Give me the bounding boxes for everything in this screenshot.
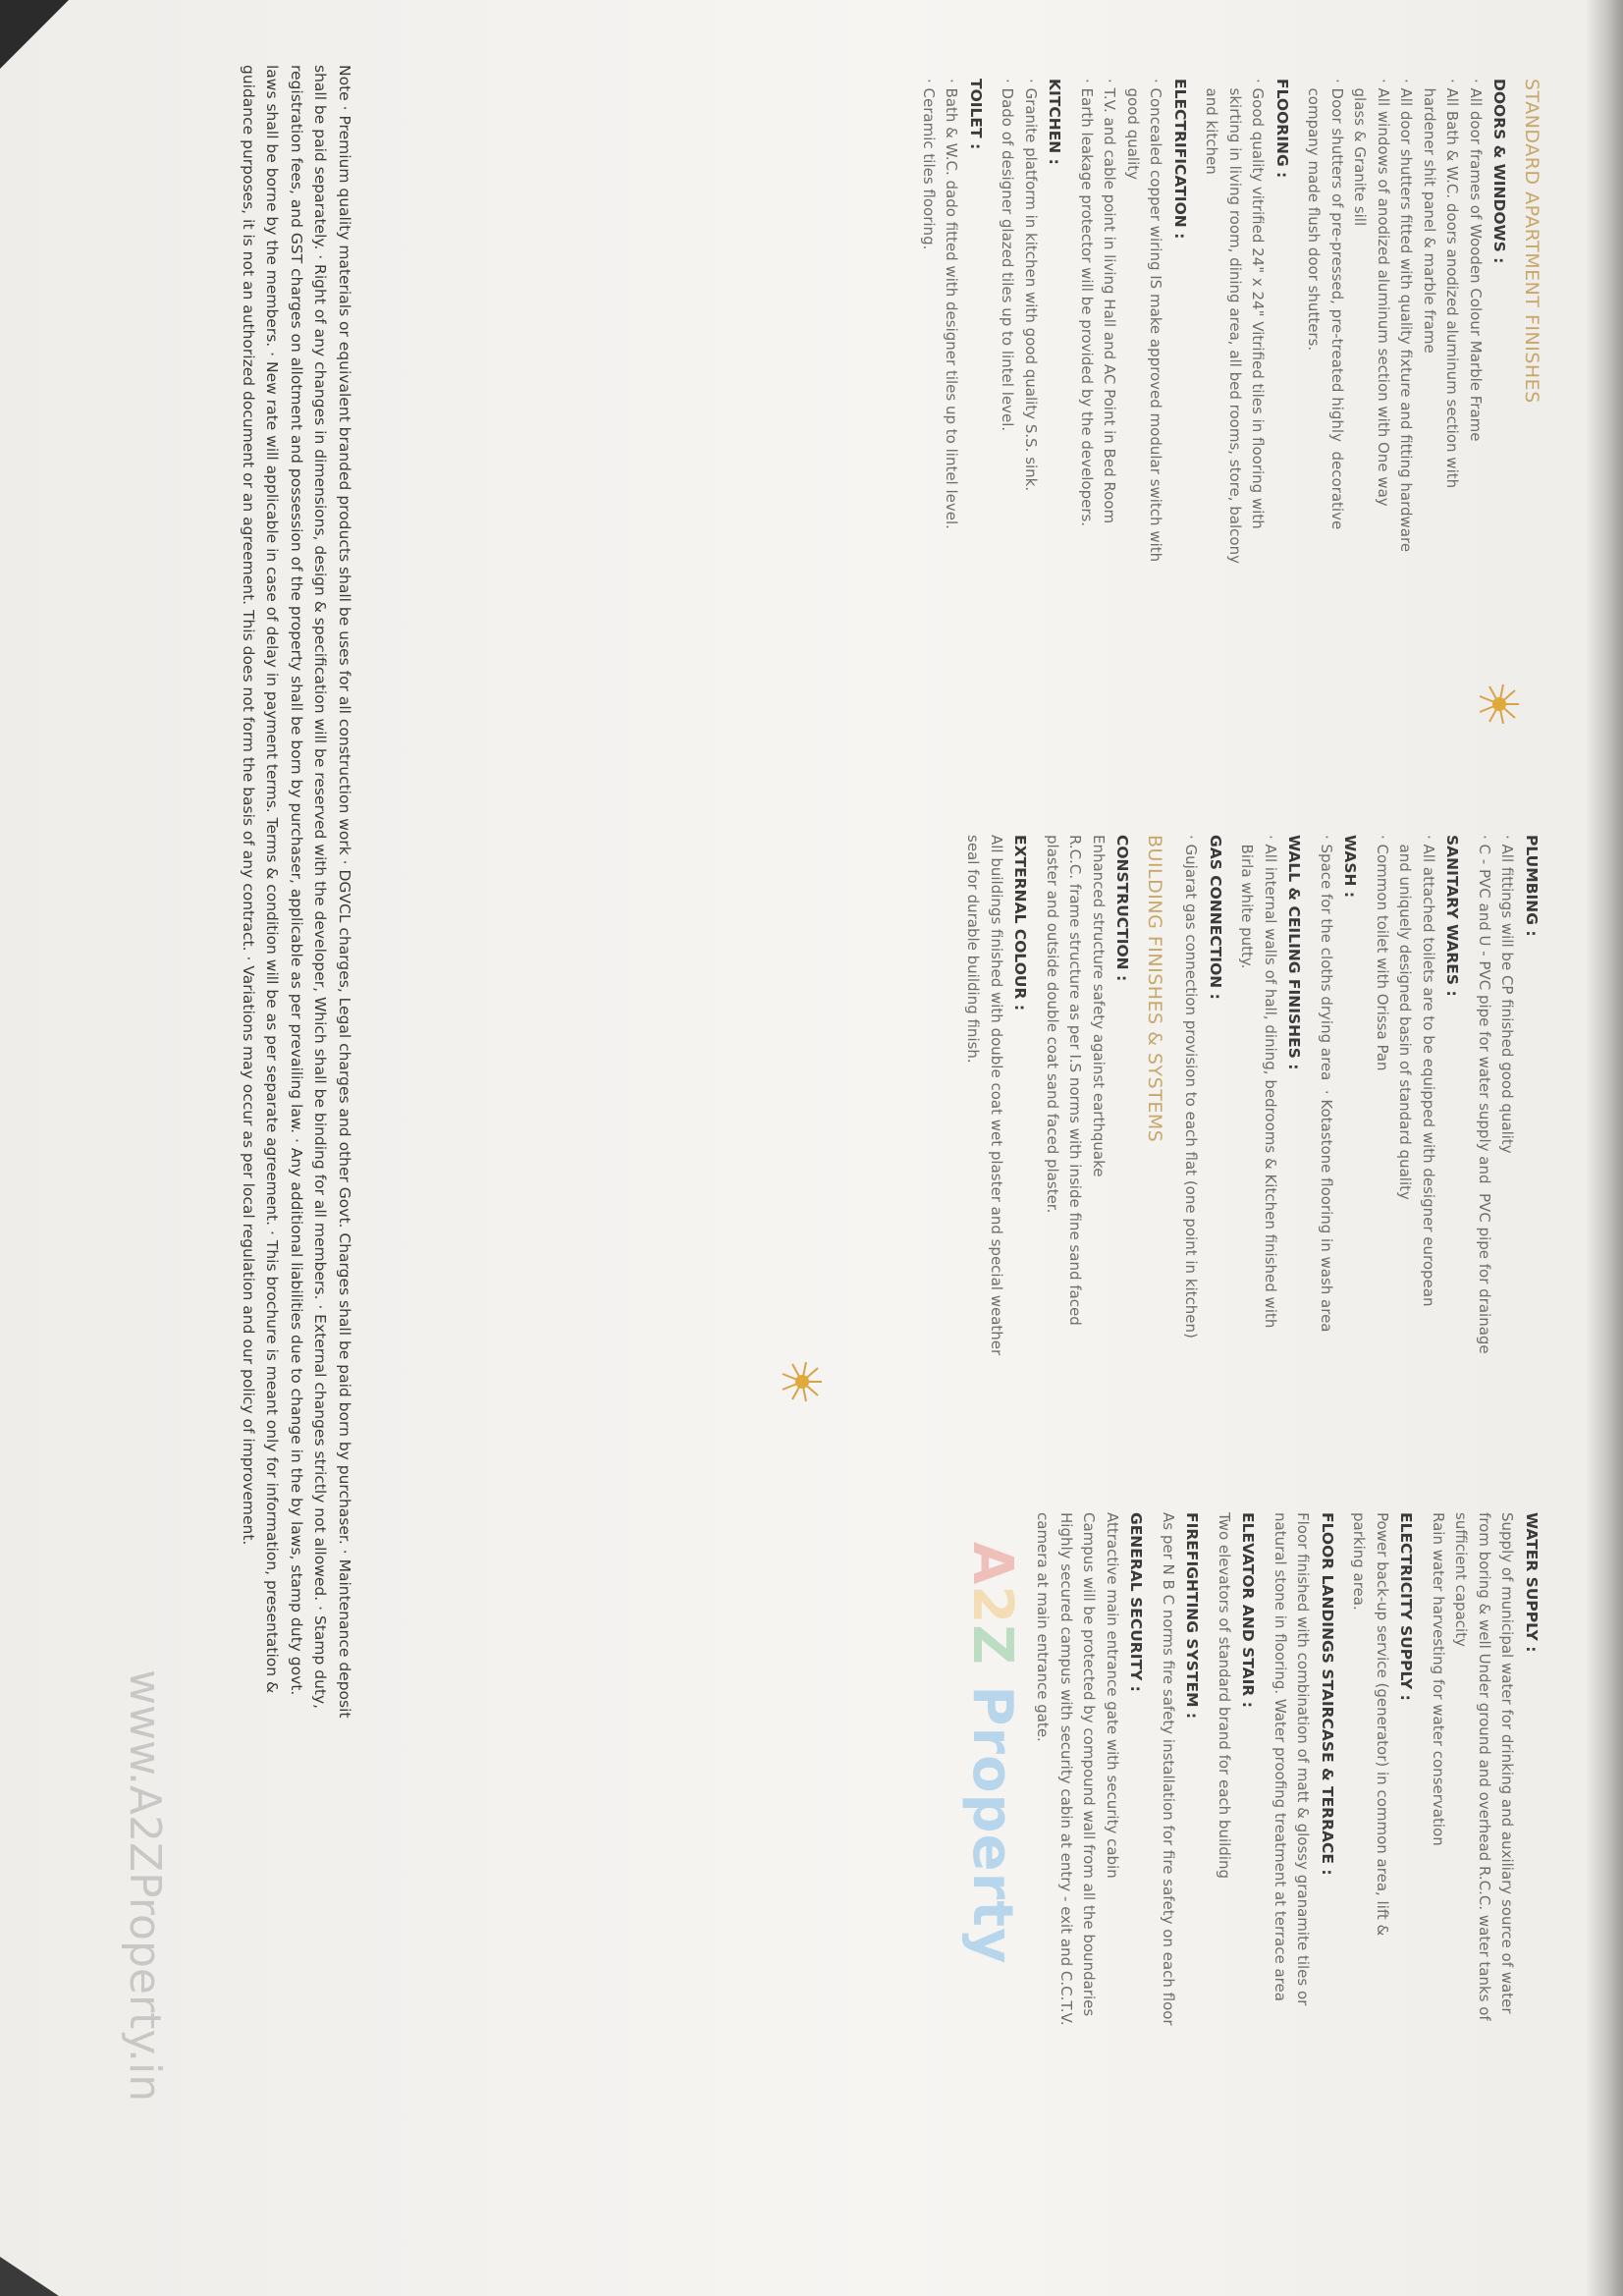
list-item: Enhanced structure safety against earthquake	[1090, 835, 1108, 1177]
external-colour-heading: EXTERNAL COLOUR :	[1011, 835, 1030, 1011]
list-item: Campus will be protected by compound wall from all the boundaries	[1080, 1512, 1099, 2017]
doors-windows-list	[1302, 79, 1487, 864]
elevator-heading: ELEVATOR AND STAIR :	[1239, 1512, 1258, 1708]
sun-emblem-icon	[781, 1360, 824, 1403]
list-item: skirting in living room, dining area, all bed rooms, store, balcony	[1226, 79, 1244, 564]
list-item: and kitchen	[1203, 79, 1221, 175]
list-item: · C - PVC and U - PVC pipe for water supply and PVC pipe for drainage	[1476, 835, 1493, 1354]
electricity-supply-heading: ELECTRICITY SUPPLY :	[1397, 1512, 1416, 1701]
column-standard-finishes	[917, 79, 1543, 864]
sanitary-heading: SANITARY WARES :	[1443, 835, 1462, 997]
firefighting-list	[1157, 1512, 1180, 2219]
list-item: sufficient capacity	[1452, 1512, 1471, 1647]
toilet-heading: TOILET :	[967, 79, 985, 150]
wash-heading: WASH :	[1341, 835, 1360, 899]
list-item: Highly secured campus with security cabin at entry - exit and C.C.T.V.	[1057, 1512, 1075, 2026]
list-item: Attractive main entrance gate with security cabin	[1104, 1512, 1121, 1879]
construction-list	[1041, 835, 1110, 1522]
flooring-heading: FLOORING :	[1273, 79, 1291, 179]
list-item: · Earth leakage protector will be provided by the developers.	[1078, 79, 1096, 527]
list-item: Rain water harvesting for water conservation	[1430, 1512, 1447, 1846]
wash-list	[1315, 835, 1338, 1522]
list-item: natural stone in flooring. Water proofing treatment at terrace area	[1271, 1512, 1289, 2001]
list-item: good quality	[1124, 79, 1142, 181]
gas-connection-heading: GAS CONNECTION :	[1207, 835, 1224, 1000]
note-line: shall be paid separately. · Right of any changes in dimensions, design & specification will be reserved with the developer, Which shall be binding for all members. · External changes strictly not allowed. · Stamp duty,	[311, 65, 330, 1710]
list-item: camera at main entrance gate.	[1034, 1512, 1053, 1742]
note-line: registration fees, and GST charges on allotment and possession of the property shall be born by purchaser, applicable as per prevailing law. · Any additional liabilities due to change in the by laws, stamp duty govt.	[288, 65, 305, 1696]
standard-finishes-title: STANDARD APARTMENT FINISHES	[1521, 79, 1542, 404]
list-item: seal for durable building finish.	[964, 835, 983, 1064]
water-supply-list	[1427, 1512, 1519, 2219]
list-item: · All door frames of Wooden Colour Marble Frame	[1467, 79, 1485, 442]
electricity-supply-list	[1347, 1512, 1393, 2219]
gas-connection-list	[1179, 835, 1203, 1522]
list-item: from boring & well Under ground and overhead R.C.C. water tanks of	[1476, 1512, 1493, 2021]
general-security-list	[1031, 1512, 1123, 2219]
list-item: and uniquely designed basin of standard quality	[1396, 835, 1415, 1200]
list-item: · All door shutters fitted with quality fixture and fitting hardware	[1397, 79, 1416, 553]
list-item: · Gujarat gas connection provision to each flat (one point in kitchen)	[1182, 835, 1201, 1339]
list-item: hardener shit panel & marble frame	[1421, 79, 1438, 354]
firefighting-heading: FIREFIGHTING SYSTEM :	[1183, 1512, 1202, 1720]
list-item: plaster and outside double coat sand faced plaster.	[1044, 835, 1061, 1214]
list-item: · All attached toilets are to be equipped with designer european	[1420, 835, 1437, 1307]
list-item: · Space for the cloths drying area · Kotastone flooring in wash area	[1318, 835, 1335, 1333]
wall-ceiling-heading: WALL & CEILING FINISHES :	[1285, 835, 1304, 1070]
page-edge-shadow	[1586, 0, 1623, 2296]
water-supply-heading: WATER SUPPLY :	[1523, 1512, 1541, 1653]
elevator-list	[1213, 1512, 1236, 2219]
general-security-heading: GENERAL SECURITY :	[1127, 1512, 1146, 1692]
watermark-logo: A2Z Property	[960, 1542, 1024, 1965]
electrification-list	[1075, 79, 1167, 864]
list-item: As per N B C norms fire safety installation for fire safety on each floor	[1160, 1512, 1177, 2026]
list-item: · All internal walls of hall, dining, bedrooms & Kitchen finished with	[1262, 835, 1279, 1329]
list-item: Power back-up service (generator) in common area, lift &	[1374, 1512, 1391, 1937]
list-item: · Good quality vitrified 24" x 24" Vitrified tiles in flooring with	[1249, 79, 1268, 529]
toilet-list	[917, 79, 963, 864]
plumbing-heading: PLUMBING :	[1523, 835, 1541, 937]
column-building-finishes	[961, 835, 1542, 1522]
floor-landings-list	[1269, 1512, 1315, 2219]
building-finishes-title: BUILDING FINISHES & SYSTEMS	[1144, 835, 1165, 1143]
list-item: · All windows of anodized aluminum section with One way	[1375, 79, 1392, 507]
list-item: Floor finished with combination of matt & glossy granamite tiles or	[1294, 1512, 1313, 2006]
watermark-url: www.A2ZProperty.in	[120, 1669, 170, 2103]
list-item: Birla white putty.	[1238, 835, 1257, 969]
list-item: · T.V. and cable point in living Hall and AC Point in Bed Room	[1101, 79, 1119, 524]
note-line: laws shall be borne by the members. · New rate will applicable in case of delay in payment terms. Terms & condition will be as per separate agreement. · This brochure is meant only for information, presentation &	[263, 65, 282, 1694]
floor-landings-heading: FLOOR LANDINGS STAIRCASE & TERRACE :	[1319, 1512, 1336, 1876]
list-item: · Door shutters of pre-pressed, pre-treated highly decorative	[1328, 79, 1346, 530]
plumbing-list	[1473, 835, 1519, 1522]
construction-heading: CONSTRUCTION :	[1113, 835, 1132, 982]
list-item: · Concealed copper wiring IS make approved modular switch with	[1147, 79, 1165, 563]
kitchen-list	[996, 79, 1042, 864]
doors-windows-heading: DOORS & WINDOWS :	[1490, 79, 1509, 264]
wall-ceiling-list	[1235, 835, 1281, 1522]
list-item: parking area.	[1350, 1512, 1369, 1611]
electrification-heading: ELECTRIFICATION :	[1171, 79, 1189, 240]
column-services	[1031, 1512, 1542, 2219]
external-colour-list	[961, 835, 1007, 1522]
list-item: · Dado of designer glazed tiles up to lintel level.	[999, 79, 1017, 432]
list-item: · All fittings will be CP finished good quality	[1498, 835, 1517, 1154]
kitchen-heading: KITCHEN :	[1046, 79, 1064, 165]
list-item: · Ceramic tiles flooring.	[920, 79, 938, 250]
list-item: All buildings finished with double coat wet plaster and special weather	[988, 835, 1005, 1356]
list-item: R.C.C. frame structure as per I.S norms with inside fine sand faced	[1066, 835, 1085, 1326]
sanitary-list	[1371, 835, 1440, 1522]
flooring-list	[1200, 79, 1270, 864]
list-item: · Bath & W.C. dado fitted with designer tiles up to lintel level.	[943, 79, 961, 529]
sun-emblem-icon	[1478, 683, 1521, 726]
list-item: · All Bath & W.C. doors anodized aluminum section with	[1443, 79, 1462, 489]
list-item: Supply of municipal water for drinking and auxiliary source of water	[1498, 1512, 1517, 2014]
list-item: · Common toilet with Orissa Pan	[1374, 835, 1391, 1071]
list-item: Two elevators of standard brand for each building	[1216, 1512, 1233, 1880]
list-item: glass & Granite sill	[1351, 79, 1370, 227]
list-item: company made flush door shutters.	[1305, 79, 1324, 352]
list-item: · Granite platform in kitchen with good quality S.S. sink.	[1022, 79, 1040, 492]
note-line: guidance purposes, it is not an authorized document or an agreement. This does not form the basis of any contract. · Variations may occur as per local regulation and our policy of improvement.	[240, 65, 257, 1546]
note-line: Note · Premium quality materials or equivalent branded products shall be uses for all construction work · DGVCL charges, Legal charges and other Govt. Charges shall be paid born by purchaser. · Maintenance deposit	[336, 65, 353, 1719]
disclaimer-note	[237, 65, 357, 2206]
